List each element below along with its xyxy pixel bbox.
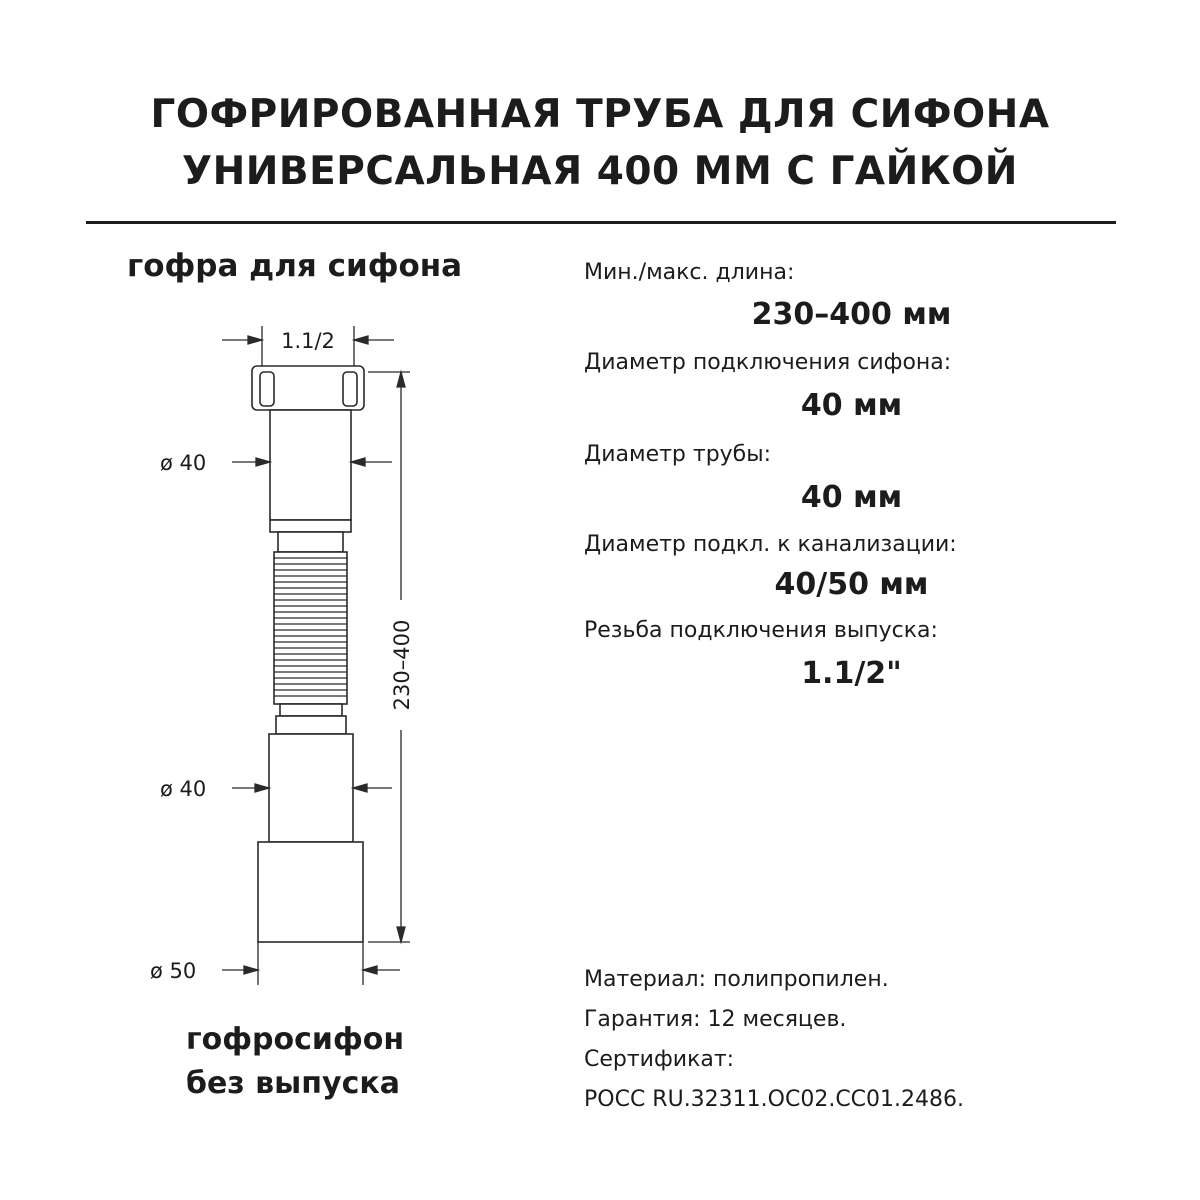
spec-pipe-diameter-value: 40 мм [800, 480, 903, 515]
spec-pipe-diameter-label: Диаметр трубы: [584, 442, 772, 467]
thread-dim-arrow-right [354, 336, 368, 344]
spec-thread-label: Резьба подключения выпуска: [584, 618, 938, 643]
d40-bottom-arrow-left [255, 784, 269, 792]
certificate-label: Сертификат: [584, 1047, 735, 1072]
spec-siphon-diameter-value: 40 мм [800, 388, 903, 423]
pipe-lower-collar [276, 716, 346, 734]
spec-length-label: Мин./макс. длина: [584, 260, 795, 285]
drawing-caption [186, 1018, 404, 1106]
d50-label: ø 50 [150, 959, 197, 983]
title-line-2: УНИВЕРСАЛЬНАЯ 400 ММ С ГАЙКОЙ [182, 149, 1018, 194]
d40-bottom-arrow-right [353, 784, 367, 792]
thread-dim-arrow-left [248, 336, 262, 344]
pipe-upper-neck [278, 532, 343, 552]
d50-arrow-left [244, 966, 258, 974]
d40-bottom-label: ø 40 [160, 777, 207, 801]
caption-line-1: гофросифон [186, 1022, 405, 1057]
title-line-1: ГОФРИРОВАННАЯ ТРУБА ДЛЯ СИФОНА [150, 92, 1050, 137]
material-text: Материал: полипропилен. [584, 967, 889, 992]
d40-top-arrow-right [351, 458, 365, 466]
spec-siphon-diameter-label: Диаметр подключения сифона: [584, 350, 952, 375]
pipe-upper-section [270, 410, 351, 520]
d40-top-arrow-left [256, 458, 270, 466]
product-info [584, 960, 964, 1120]
pipe-lower-neck [280, 704, 342, 716]
warranty-text: Гарантия: 12 месяцев. [584, 1007, 847, 1032]
length-dim-arrow-top [397, 372, 405, 387]
caption-line-2: без выпуска [186, 1066, 400, 1101]
pipe-corrugated-section [274, 552, 347, 704]
pipe-upper-collar [270, 520, 351, 532]
drawing-subtitle: гофра для сифона [127, 248, 463, 284]
spec-sewer-diameter-value: 40/50 мм [774, 567, 929, 602]
length-dim-arrow-bottom [397, 927, 405, 942]
d40-top-label: ø 40 [160, 451, 207, 475]
length-label: 230–400 [390, 619, 414, 711]
spec-length-value: 230–400 мм [751, 297, 952, 332]
certificate-number: РОСС RU.32311.ОС02.СС01.2486. [584, 1087, 965, 1112]
pipe-socket-section [258, 842, 363, 942]
spec-thread-value: 1.1/2" [801, 656, 902, 691]
pipe-lower-section [269, 734, 353, 842]
d50-arrow-right [363, 966, 377, 974]
spec-sewer-diameter-label: Диаметр подкл. к канализации: [584, 532, 957, 557]
thread-size-label: 1.1/2 [281, 329, 335, 353]
